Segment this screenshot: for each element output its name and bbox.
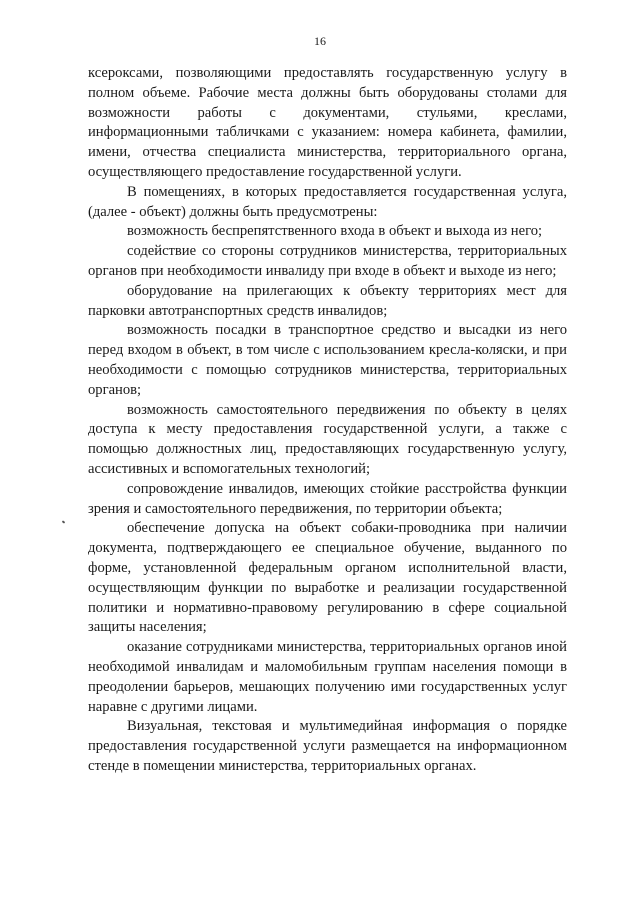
- paragraph-information-stand: Визуальная, текстовая и мультимедийная информация о порядке предоставления государственной услуги размещается на информационном стенде в помещении министерства, территориальных органах.: [88, 718, 567, 774]
- scan-speck: [62, 520, 66, 523]
- list-item-free-access: возможность беспрепятственного входа в объект и выхода из него;: [127, 223, 543, 240]
- paragraph-continuation: ксероксами, позволяющими предоставлять государственную услугу в полном объеме. Рабочие места должны быть оборудованы столами для возможности работы с документами, стульями, креслами, информационными табличками с указанием: номера кабинета, фамилии, имени, отчества специалиста министерства, территориального органа, осуществляющего предоставление государственной услуги.: [88, 65, 567, 180]
- list-item-escort: сопровождение инвалидов, имеющих стойкие расстройства функции зрения и самостоятельного передвижения, по территории объекта;: [88, 480, 567, 517]
- paragraph-premises-intro: В помещениях, в которых предоставляется государственная услуга, (далее - объект) должны быть предусмотрены:: [88, 183, 567, 220]
- list-item-staff-assistance: содействие со стороны сотрудников министерства, территориальных органов при необходимости инвалиду при входе в объект и выходе из него;: [88, 243, 567, 279]
- list-item-independent-movement: возможность самостоятельного передвижения по объекту в целях доступа к месту предоставления государственной услуги, а также с помощью должностных лиц, предоставляющих государственную услугу, ассистивных и вспомогательных технологий;: [88, 401, 567, 477]
- list-item-boarding: возможность посадки в транспортное средство и высадки из него перед входом в объект, в том числе с использованием кресла-коляски, и при необходимости с помощью сотрудников министерства, территориальных органов;: [88, 322, 567, 398]
- list-item-guide-dog: обеспечение допуска на объект собаки-проводника при наличии документа, подтверждающего ее специальное обучение, выданного по форме, установленной федеральным органом исполнительной власти, осуществляющим функции по выработке и реализации государственной политики и нормативно-правовому регулированию в сфере социальной защиты населения;: [88, 520, 567, 636]
- list-item-barrier-help: оказание сотрудниками министерства, территориальных органов иной необходимой инвалидам и маломобильным группам населения помощи в преодолении барьеров, мешающих получению ими государственных услуг наравне с другими лицами.: [88, 639, 567, 715]
- list-item-parking: оборудование на прилегающих к объекту территориях мест для парковки автотранспортных средств инвалидов;: [88, 282, 567, 319]
- page-number: 16: [314, 34, 326, 48]
- document-body: [88, 64, 567, 777]
